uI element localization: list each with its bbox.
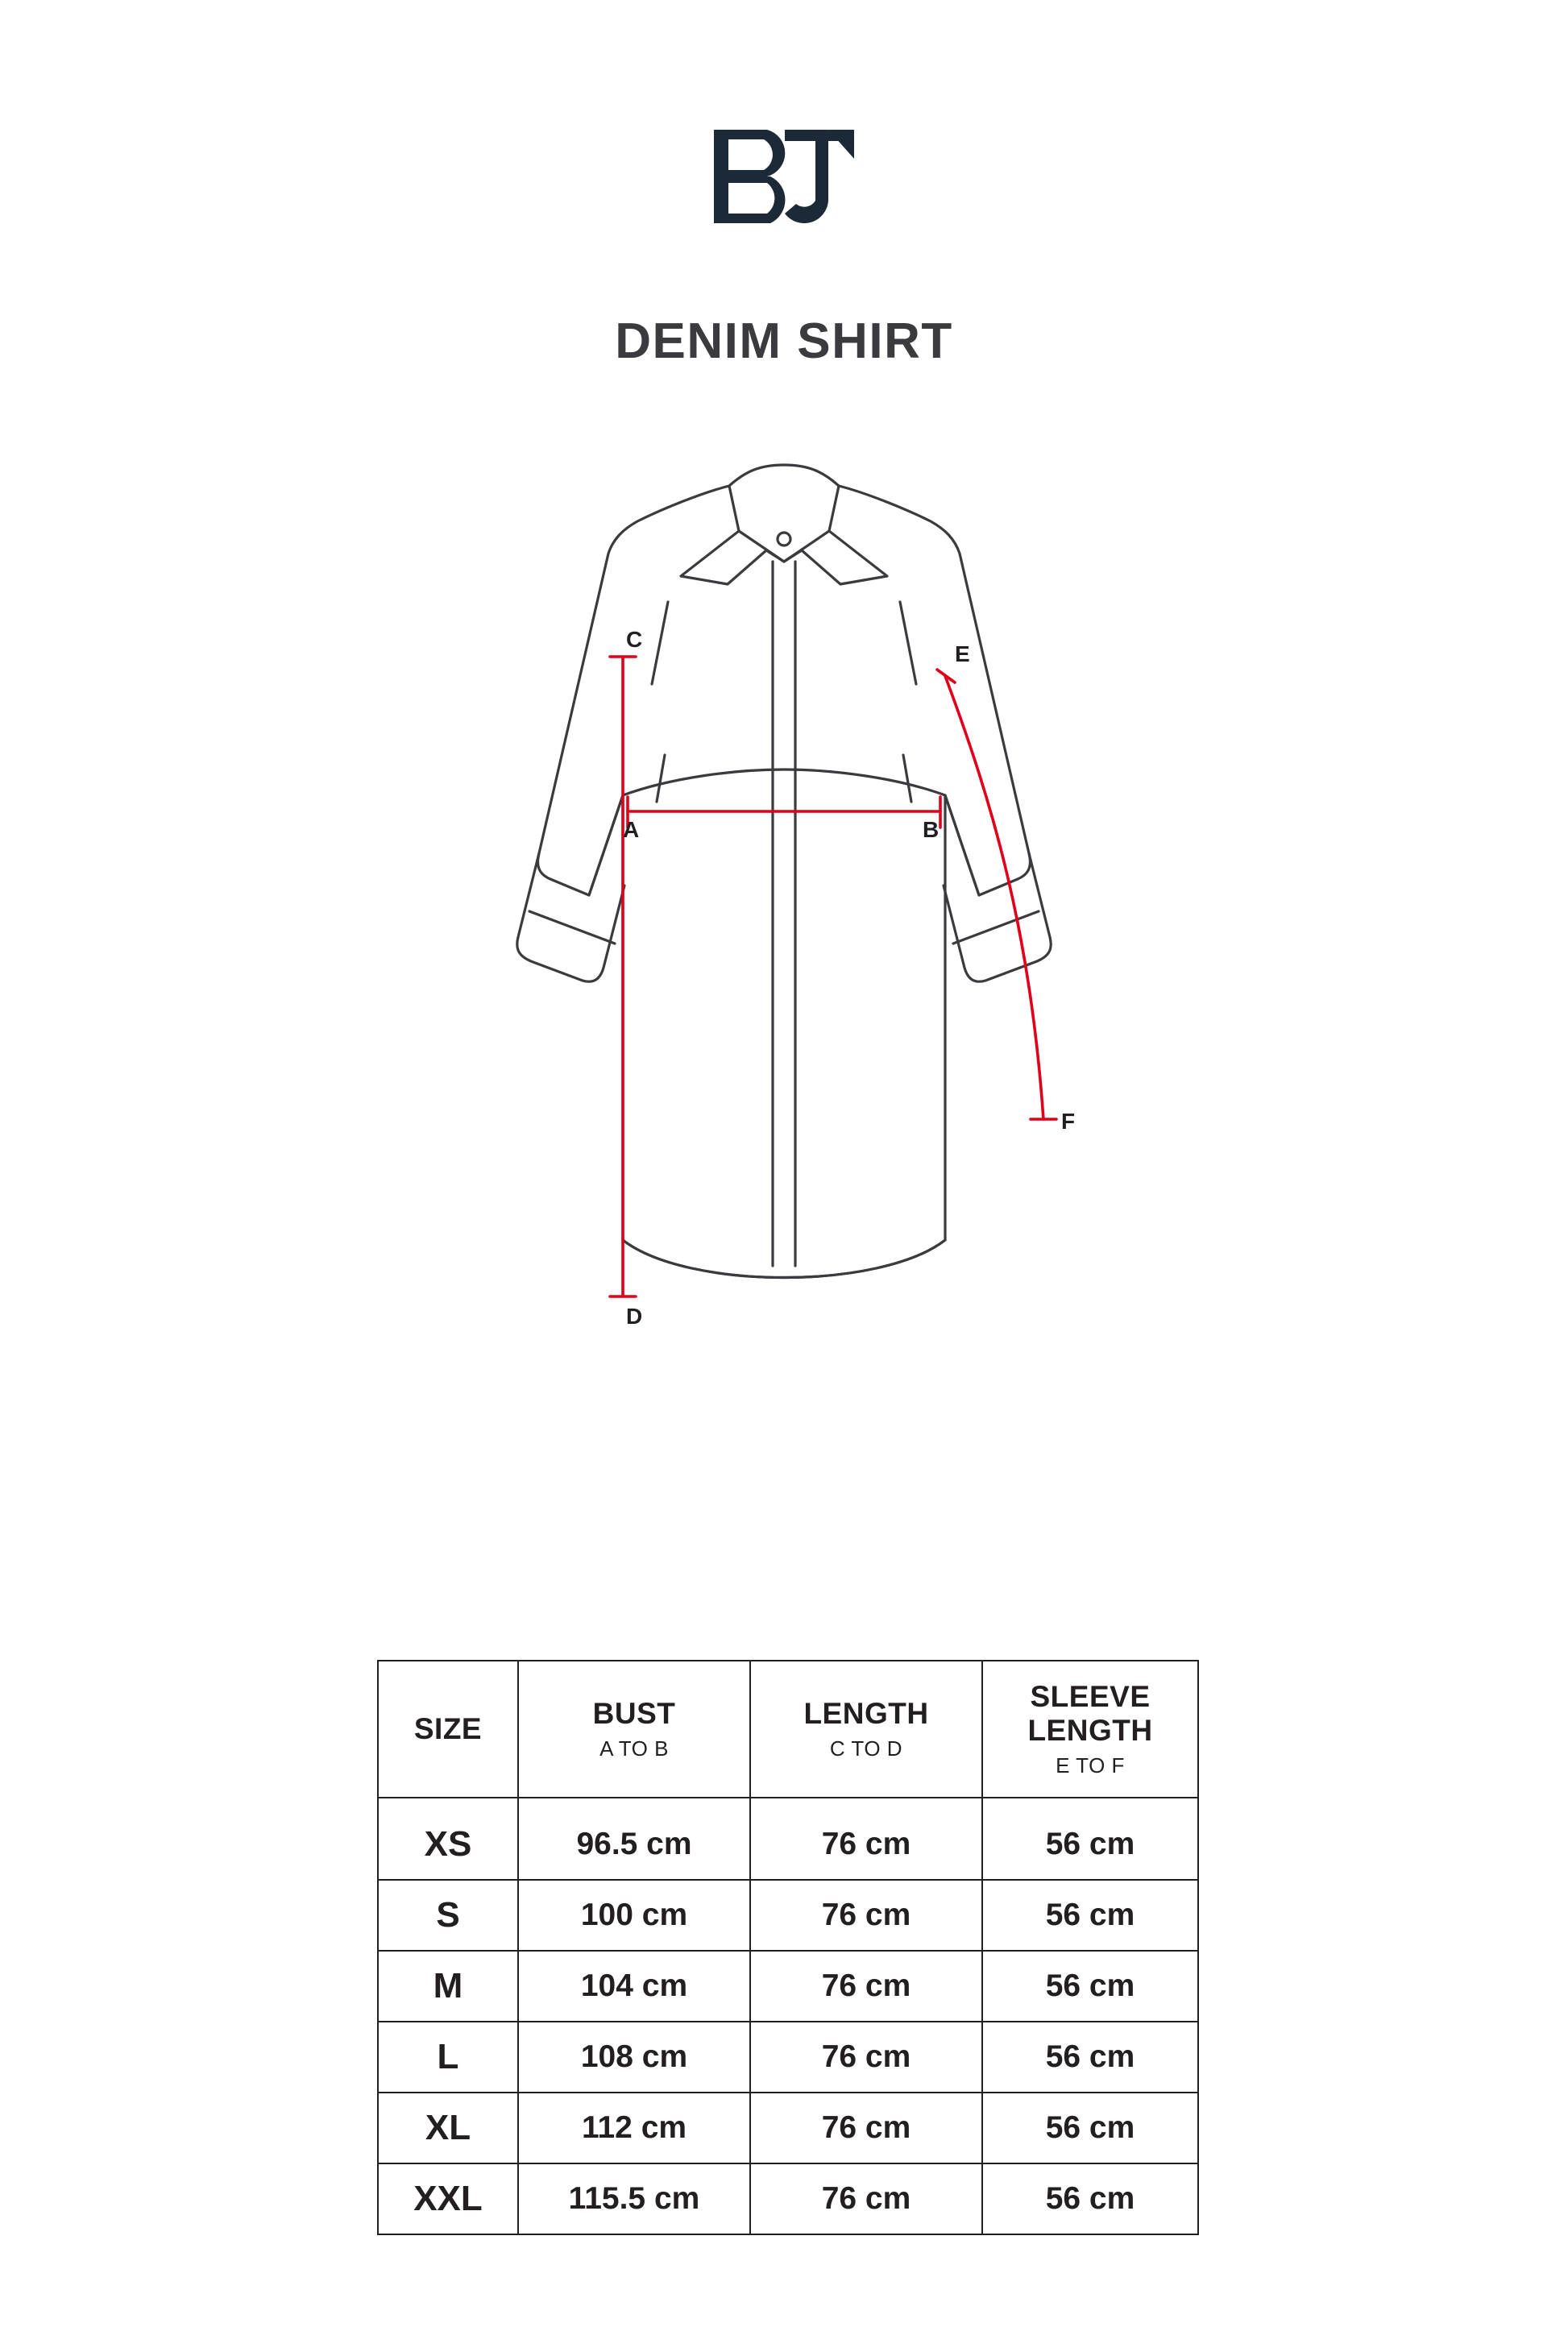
column-header-size-label: SIZE	[413, 1712, 483, 1746]
cell-sleeve: 56 cm	[982, 2093, 1198, 2163]
label-point-e: E	[955, 641, 970, 666]
cell-length: 76 cm	[750, 1880, 982, 1951]
cell-size: XS	[378, 1798, 518, 1880]
column-header-length-sub: C TO D	[829, 1736, 903, 1761]
column-header-length	[750, 1661, 982, 1798]
cell-bust: 104 cm	[518, 1951, 750, 2022]
cell-size: XXL	[378, 2163, 518, 2234]
cell-bust: 108 cm	[518, 2022, 750, 2093]
cell-size: S	[378, 1880, 518, 1951]
cell-bust: 115.5 cm	[518, 2163, 750, 2234]
table-row	[378, 1951, 1198, 2022]
column-header-bust	[518, 1661, 750, 1798]
column-header-bust-label: BUST	[592, 1696, 676, 1730]
brand-logo	[703, 119, 865, 232]
page-title: DENIM SHIRT	[615, 313, 953, 369]
column-header-sleeve	[982, 1661, 1198, 1798]
bj-logo-icon	[707, 123, 861, 228]
cell-sleeve: 56 cm	[982, 2022, 1198, 2093]
label-point-d: D	[626, 1304, 643, 1329]
column-header-bust-sub: A TO B	[599, 1736, 669, 1761]
shirt-technical-drawing-icon	[381, 418, 1187, 1369]
table-row	[378, 1798, 1198, 1880]
column-header-sleeve-label: SLEEVE LENGTH	[1027, 1680, 1153, 1747]
size-chart-table	[377, 1660, 1191, 2235]
cell-length: 76 cm	[750, 2093, 982, 2163]
label-point-b: B	[923, 817, 940, 842]
table-row	[378, 1880, 1198, 1951]
column-header-length-label: LENGTH	[803, 1696, 929, 1730]
cell-bust: 112 cm	[518, 2093, 750, 2163]
label-point-a: A	[623, 817, 640, 842]
table-header-row	[378, 1661, 1198, 1798]
shirt-diagram	[341, 418, 1227, 1385]
cell-size: M	[378, 1951, 518, 2022]
table-row	[378, 2163, 1198, 2234]
cell-sleeve: 56 cm	[982, 1951, 1198, 2022]
cell-length: 76 cm	[750, 1951, 982, 2022]
measure-line-e-f	[945, 676, 1043, 1119]
cell-length: 76 cm	[750, 2022, 982, 2093]
table-row	[378, 2093, 1198, 2163]
column-header-size	[378, 1661, 518, 1798]
label-point-f: F	[1061, 1109, 1076, 1134]
label-point-c: C	[626, 627, 643, 652]
cell-sleeve: 56 cm	[982, 1880, 1198, 1951]
cell-sleeve: 56 cm	[982, 2163, 1198, 2234]
cell-bust: 100 cm	[518, 1880, 750, 1951]
table-row	[378, 2022, 1198, 2093]
cell-bust: 96.5 cm	[518, 1798, 750, 1880]
cell-size: L	[378, 2022, 518, 2093]
cell-length: 76 cm	[750, 2163, 982, 2234]
cell-length: 76 cm	[750, 1798, 982, 1880]
cell-sleeve: 56 cm	[982, 1798, 1198, 1880]
cell-size: XL	[378, 2093, 518, 2163]
column-header-sleeve-sub: E TO F	[1056, 1753, 1125, 1777]
